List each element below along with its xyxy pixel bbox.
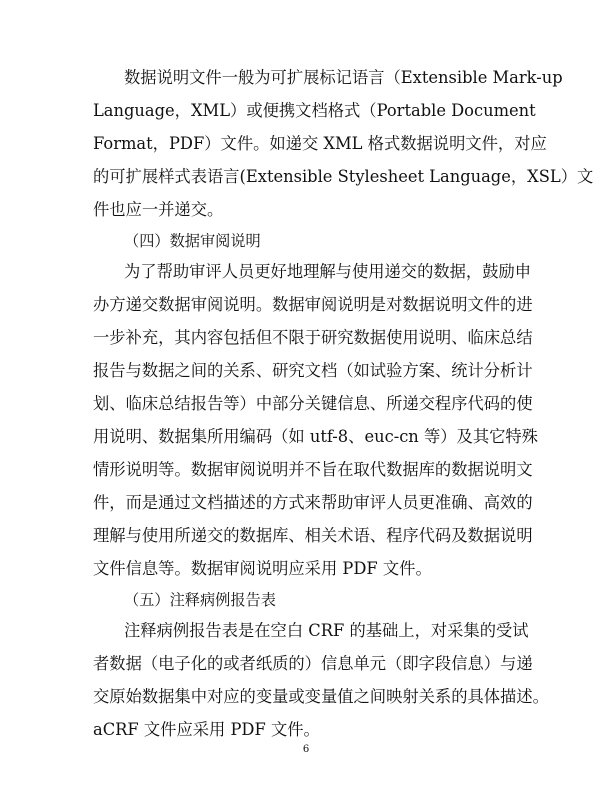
paragraph-line: 件，而是通过文档描述的方式来帮助审评人员更准确、高效的 (93, 493, 533, 512)
paragraph-line: 的可扩展样式表语言(Extensible Stylesheet Language，XSL）文 (93, 167, 594, 186)
paragraph-line: 理解与使用所递交的数据库、相关术语、程序代码及数据说明 (93, 526, 533, 545)
section-heading: （四）数据审阅说明 (124, 232, 261, 250)
paragraph-line: Format，PDF）文件。如递交 XML 格式数据说明文件，对应 (93, 134, 547, 153)
paragraph-line: Language，XML）或便携文档格式（Portable Document (93, 101, 536, 120)
paragraph-line: 件也应一并递交。 (93, 200, 224, 219)
page-number: 6 (302, 744, 310, 755)
paragraph-line: 情形说明等。数据审阅说明并不旨在取代数据库的数据说明文 (93, 460, 533, 479)
paragraph-line: 报告与数据之间的关系、研究文档（如试验方案、统计分析计 (93, 361, 533, 380)
paragraph-line: 文件信息等。数据审阅说明应采用 PDF 文件。 (93, 559, 432, 578)
paragraph-line: 一步补充，其内容包括但不限于研究数据使用说明、临床总结 (93, 328, 533, 347)
paragraph-line: 为了帮助审评人员更好地理解与使用递交的数据，鼓励申 (124, 262, 532, 281)
paragraph-line: 注释病例报告表是在空白 CRF 的基础上，对采集的受试 (124, 621, 529, 640)
section-heading: （五）注释病例报告表 (124, 591, 276, 609)
paragraph-line: 者数据（电子化的或者纸质的）信息单元（即字段信息）与递 (93, 654, 533, 673)
paragraph-line: aCRF 文件应采用 PDF 文件。 (93, 720, 320, 739)
paragraph-line: 数据说明文件一般为可扩展标记语言（Extensible Mark-up (124, 68, 563, 87)
paragraph-line: 划、临床总结报告等）中部分关键信息、所递交程序代码的使 (93, 394, 533, 413)
paragraph-line: 办方递交数据审阅说明。数据审阅说明是对数据说明文件的进 (93, 295, 533, 314)
paragraph-line: 交原始数据集中对应的变量或变量值之间映射关系的具体描述。 (93, 687, 549, 706)
paragraph-line: 用说明、数据集所用编码（如 utf-8、euc-cn 等）及其它特殊 (93, 427, 538, 446)
